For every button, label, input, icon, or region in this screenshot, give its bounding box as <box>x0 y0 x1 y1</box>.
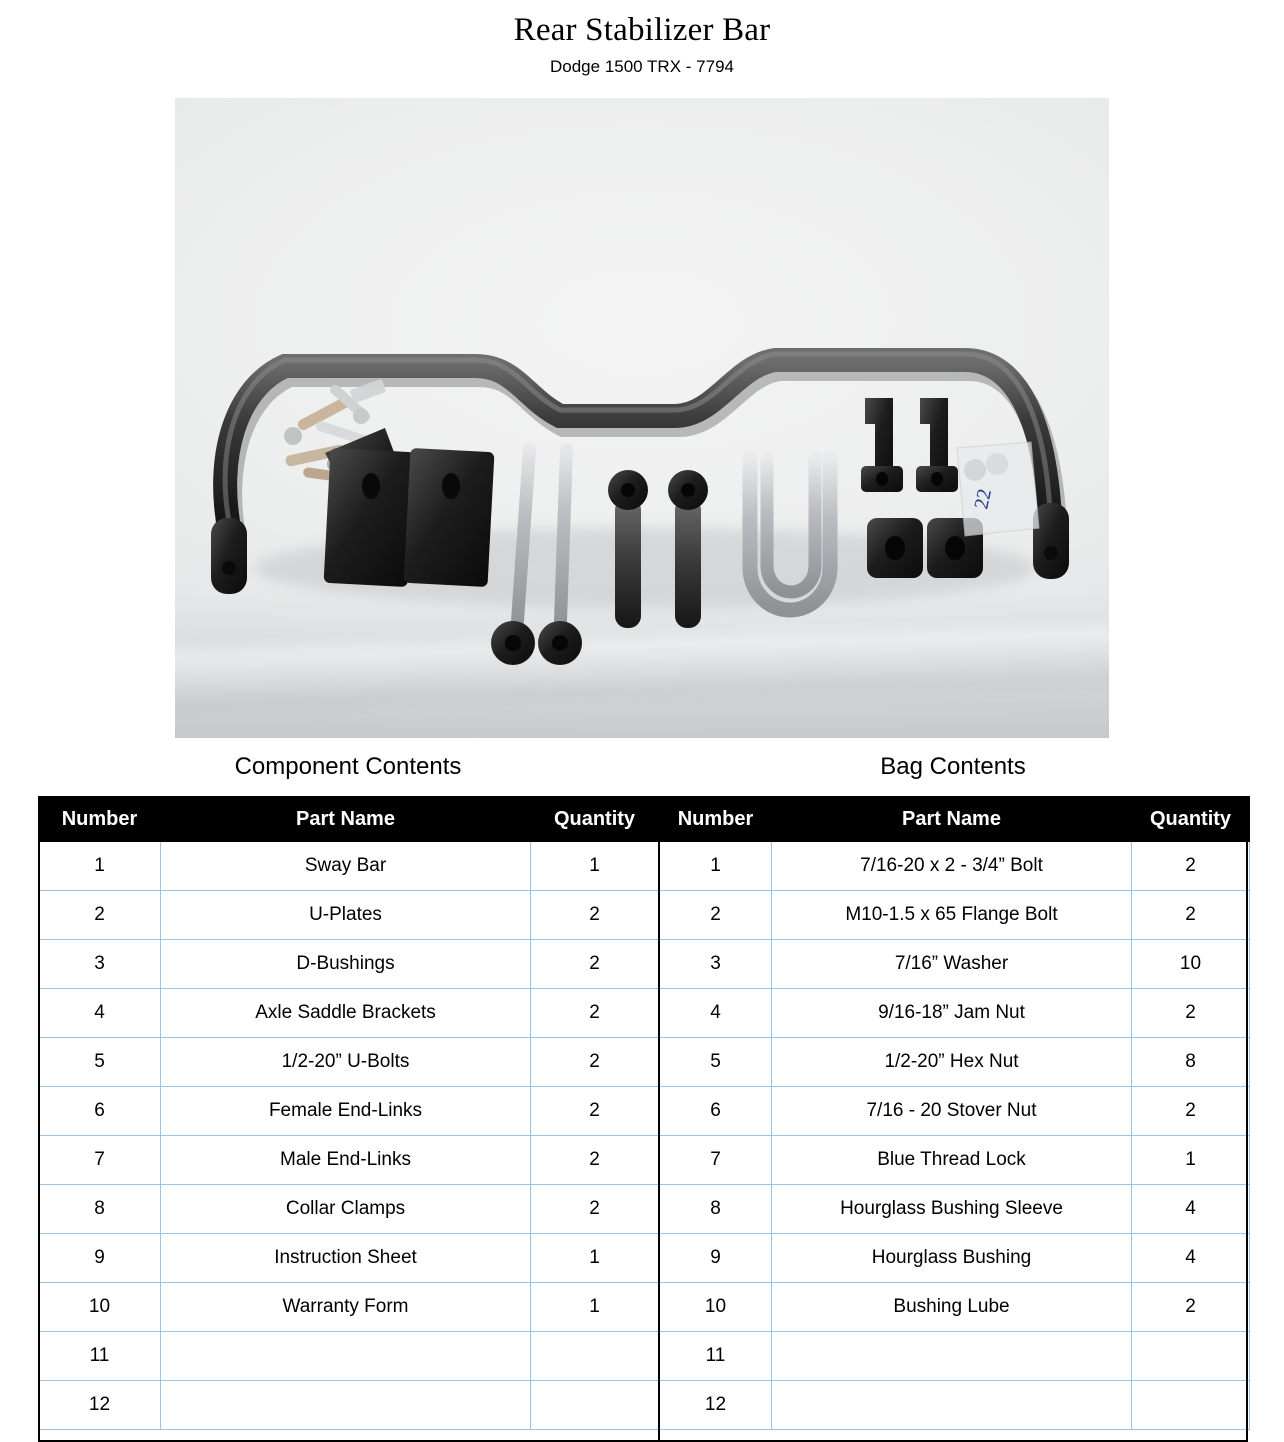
cell-part-name: 1/2-20” U-Bolts <box>161 1038 531 1087</box>
table-row <box>39 1038 659 1087</box>
table-row <box>39 1332 659 1381</box>
table-row <box>39 989 659 1038</box>
cell-part-name: Hourglass Bushing Sleeve <box>772 1185 1132 1234</box>
cell-quantity: 1 <box>531 842 659 891</box>
cell-quantity: 1 <box>1132 1136 1250 1185</box>
cell-number: 10 <box>39 1283 161 1332</box>
table-row <box>39 1381 659 1430</box>
cell-quantity: 2 <box>1132 989 1250 1038</box>
cell-number: 1 <box>39 842 161 891</box>
cell-number: 8 <box>39 1185 161 1234</box>
column-header-quantity: Quantity <box>1132 797 1250 842</box>
table-header-row <box>660 797 1250 842</box>
cell-number: 10 <box>660 1283 772 1332</box>
cell-quantity: 2 <box>1132 891 1250 940</box>
cell-part-name: 7/16” Washer <box>772 940 1132 989</box>
cell-quantity <box>1132 1332 1250 1381</box>
cell-quantity: 2 <box>531 1087 659 1136</box>
cell-number: 8 <box>660 1185 772 1234</box>
table-row <box>39 842 659 891</box>
cell-number: 9 <box>660 1234 772 1283</box>
cell-quantity: 10 <box>1132 940 1250 989</box>
cell-part-name: 9/16-18” Jam Nut <box>772 989 1132 1038</box>
column-header-quantity: Quantity <box>531 797 659 842</box>
cell-quantity: 2 <box>531 1136 659 1185</box>
cell-quantity: 2 <box>531 989 659 1038</box>
cell-number: 2 <box>660 891 772 940</box>
cell-part-name <box>161 1332 531 1381</box>
table-row <box>660 940 1250 989</box>
tables-divider <box>658 796 660 1442</box>
cell-quantity: 1 <box>531 1234 659 1283</box>
cell-quantity: 2 <box>1132 1283 1250 1332</box>
table-row <box>660 989 1250 1038</box>
cell-quantity: 8 <box>1132 1038 1250 1087</box>
cell-number: 7 <box>660 1136 772 1185</box>
cell-number: 6 <box>39 1087 161 1136</box>
part-collar-clamps <box>861 398 958 492</box>
table-row <box>660 1136 1250 1185</box>
table-row <box>660 1185 1250 1234</box>
cell-number: 9 <box>39 1234 161 1283</box>
cell-quantity: 2 <box>531 940 659 989</box>
cell-part-name: Bushing Lube <box>772 1283 1132 1332</box>
cell-quantity <box>531 1381 659 1430</box>
column-header-partname: Part Name <box>772 797 1132 842</box>
cell-number: 6 <box>660 1087 772 1136</box>
bag-contents-heading: Bag Contents <box>880 753 1026 780</box>
cell-part-name: Hourglass Bushing <box>772 1234 1132 1283</box>
cell-part-name: Male End-Links <box>161 1136 531 1185</box>
kit-parts-illustration <box>175 98 1109 738</box>
cell-quantity: 2 <box>531 1038 659 1087</box>
cell-number: 4 <box>660 989 772 1038</box>
cell-number: 3 <box>660 940 772 989</box>
table-row <box>660 891 1250 940</box>
component-contents-heading: Component Contents <box>234 753 462 780</box>
section-headings <box>0 752 1284 788</box>
cell-number: 2 <box>39 891 161 940</box>
column-header-partname: Part Name <box>161 797 531 842</box>
cell-quantity: 4 <box>1132 1185 1250 1234</box>
cell-part-name: 1/2-20” Hex Nut <box>772 1038 1132 1087</box>
column-header-number: Number <box>39 797 161 842</box>
cell-part-name: Axle Saddle Brackets <box>161 989 531 1038</box>
cell-number: 12 <box>39 1381 161 1430</box>
cell-number: 7 <box>39 1136 161 1185</box>
cell-part-name: 7/16 - 20 Stover Nut <box>772 1087 1132 1136</box>
page-subtitle: Dodge 1500 TRX - 7794 <box>550 57 734 76</box>
product-photo <box>175 98 1109 738</box>
cell-part-name: Instruction Sheet <box>161 1234 531 1283</box>
svg-text:22: 22 <box>970 486 997 512</box>
cell-part-name: Sway Bar <box>161 842 531 891</box>
cell-part-name: Blue Thread Lock <box>772 1136 1132 1185</box>
cell-part-name: 7/16-20 x 2 - 3/4” Bolt <box>772 842 1132 891</box>
part-hardware-bag <box>957 442 1039 536</box>
table-row <box>660 1381 1250 1430</box>
cell-quantity: 2 <box>531 891 659 940</box>
table-row <box>660 1332 1250 1381</box>
cell-part-name <box>772 1381 1132 1430</box>
cell-part-name: M10-1.5 x 65 Flange Bolt <box>772 891 1132 940</box>
cell-part-name: U-Plates <box>161 891 531 940</box>
cell-part-name: D-Bushings <box>161 940 531 989</box>
table-header-row <box>39 797 659 842</box>
page-title: Rear Stabilizer Bar <box>513 12 771 48</box>
column-header-number: Number <box>660 797 772 842</box>
cell-quantity: 2 <box>1132 1087 1250 1136</box>
component-contents-table <box>38 796 659 1430</box>
cell-part-name <box>161 1381 531 1430</box>
cell-number: 4 <box>39 989 161 1038</box>
table-row <box>39 1087 659 1136</box>
cell-number: 11 <box>660 1332 772 1381</box>
cell-part-name <box>772 1332 1132 1381</box>
contents-tables <box>38 796 1248 1430</box>
cell-number: 3 <box>39 940 161 989</box>
bag-contents-table <box>659 796 1250 1430</box>
table-row <box>39 940 659 989</box>
part-u-plates <box>324 428 495 587</box>
cell-number: 5 <box>39 1038 161 1087</box>
cell-quantity: 2 <box>531 1185 659 1234</box>
document-page <box>0 10 1284 1441</box>
cell-part-name: Warranty Form <box>161 1283 531 1332</box>
cell-number: 11 <box>39 1332 161 1381</box>
table-row <box>660 1087 1250 1136</box>
table-row <box>660 842 1250 891</box>
cell-quantity <box>531 1332 659 1381</box>
cell-number: 1 <box>660 842 772 891</box>
cell-quantity: 1 <box>531 1283 659 1332</box>
table-row <box>39 891 659 940</box>
cell-quantity: 2 <box>1132 842 1250 891</box>
cell-part-name: Female End-Links <box>161 1087 531 1136</box>
cell-number: 5 <box>660 1038 772 1087</box>
cell-number: 12 <box>660 1381 772 1430</box>
table-row <box>660 1283 1250 1332</box>
cell-quantity: 4 <box>1132 1234 1250 1283</box>
table-row <box>39 1185 659 1234</box>
table-row <box>39 1234 659 1283</box>
cell-quantity <box>1132 1381 1250 1430</box>
table-row <box>660 1038 1250 1087</box>
table-row <box>39 1136 659 1185</box>
table-row <box>39 1283 659 1332</box>
table-row <box>660 1234 1250 1283</box>
cell-part-name: Collar Clamps <box>161 1185 531 1234</box>
